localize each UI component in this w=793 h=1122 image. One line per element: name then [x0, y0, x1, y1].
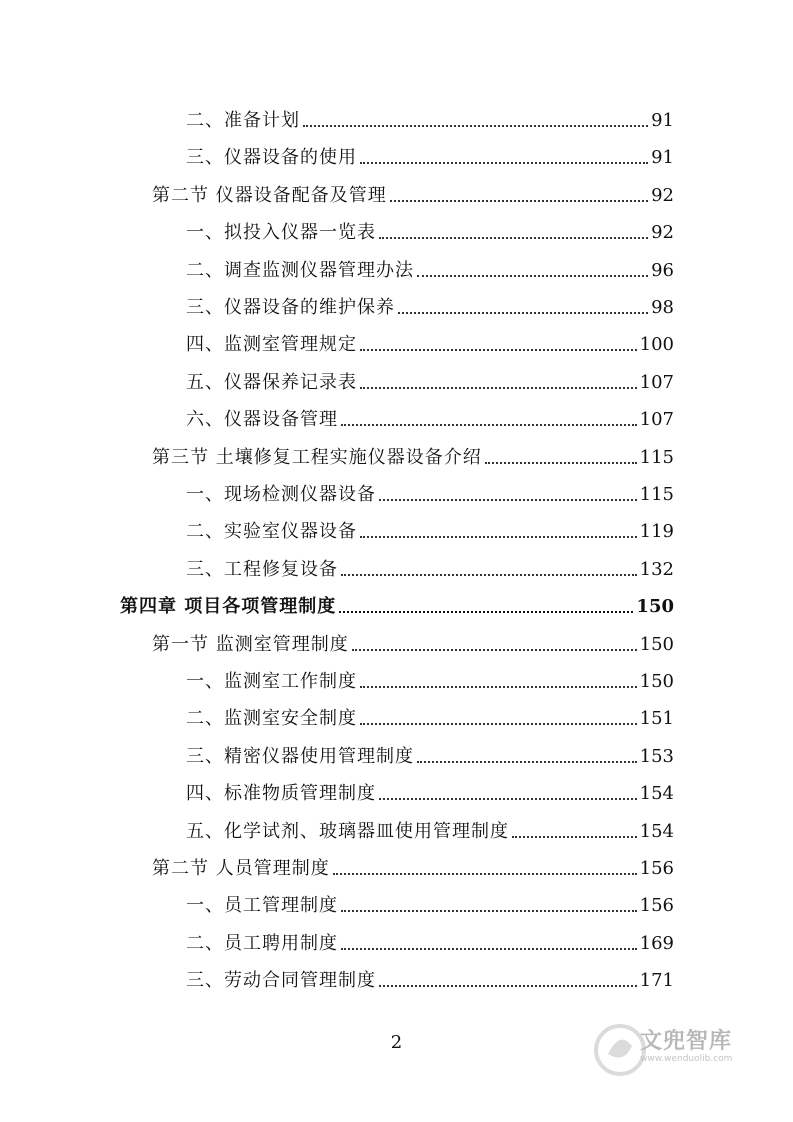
- toc-leader-dots: [352, 649, 637, 651]
- toc-leader-dots: [360, 686, 637, 688]
- toc-entry-title: 五、仪器保养记录表: [186, 371, 357, 393]
- toc-entry: [0, 555, 674, 581]
- toc-entry-title: 一、监测室工作制度: [186, 671, 357, 692]
- toc-entry-title: 第二节 仪器设备配备及管理: [152, 184, 387, 206]
- toc-entry-page: 154: [639, 783, 674, 805]
- toc-leader-dots: [360, 536, 637, 538]
- toc-entry-title: 三、劳动合同管理制度: [186, 970, 376, 992]
- toc-entry-title: 五、化学试剂、玻璃器皿使用管理制度: [186, 820, 509, 842]
- toc-entry-title: 四、监测室管理规定: [186, 334, 357, 356]
- toc-entry-page: 156: [639, 895, 674, 917]
- toc-entry: [0, 480, 674, 506]
- toc-entry: [0, 143, 674, 169]
- toc-entry: [0, 405, 674, 431]
- toc-entry-page: 153: [639, 745, 674, 767]
- toc-entry: [0, 667, 674, 693]
- toc-leader-dots: [417, 761, 637, 763]
- toc-entry-title: 三、仪器设备的维护保养: [186, 297, 395, 318]
- toc-entry-page: 171: [639, 970, 674, 992]
- page-number: 2: [390, 1032, 403, 1053]
- toc-entry-title: 第四章 项目各项管理制度: [120, 596, 337, 618]
- toc-entry-title: 四、标准物质管理制度: [186, 783, 376, 805]
- toc-entry: [0, 368, 674, 394]
- toc-entry: [0, 256, 674, 282]
- toc-entry-page: 150: [639, 633, 674, 655]
- toc-entry: [0, 929, 674, 955]
- toc-leader-dots: [379, 499, 637, 501]
- toc-entry-title: 三、工程修复设备: [186, 558, 338, 580]
- toc-entry: [0, 779, 674, 805]
- toc-entry-title: 三、精密仪器使用管理制度: [186, 745, 414, 767]
- toc-entry-page: 100: [639, 334, 674, 356]
- toc-entry-page: 119: [639, 521, 674, 543]
- toc-entry-page: 132: [639, 558, 674, 580]
- toc-leader-dots: [485, 462, 637, 464]
- toc-entry: [0, 630, 674, 656]
- toc-entry-title: 第一节 监测室管理制度: [152, 633, 349, 655]
- toc-entry: [0, 891, 674, 917]
- toc-entry-page: 91: [651, 147, 674, 169]
- toc-entry: [0, 106, 674, 132]
- toc-entry: [0, 742, 674, 768]
- toc-entry: [0, 293, 674, 319]
- toc-leader-dots: [360, 349, 637, 351]
- toc-entry-page: 115: [639, 484, 674, 505]
- toc-entry: [0, 517, 674, 543]
- toc-entry-title: 二、准备计划: [186, 110, 300, 131]
- toc-entry-title: 一、员工管理制度: [186, 895, 338, 917]
- toc-leader-dots: [379, 798, 637, 800]
- toc-leader-dots: [512, 836, 637, 838]
- toc-leader-dots: [379, 985, 637, 987]
- toc-entry-page: 169: [639, 932, 674, 954]
- toc-entry-page: 156: [639, 858, 674, 879]
- toc-entry-title: 第三节 土壤修复工程实施仪器设备介绍: [152, 446, 482, 468]
- toc-entry-page: 91: [651, 110, 674, 131]
- toc-leader-dots: [360, 387, 637, 389]
- toc-entry-title: 二、调查监测仪器管理办法: [186, 259, 414, 281]
- toc-entry-title: 二、实验室仪器设备: [186, 521, 357, 543]
- toc-entry-page: 150: [636, 596, 674, 618]
- toc-leader-dots: [341, 424, 637, 426]
- toc-entry-page: 98: [651, 297, 674, 318]
- toc-entry-title: 第二节 人员管理制度: [152, 858, 330, 879]
- toc-entry-title: 二、员工聘用制度: [186, 932, 338, 954]
- toc-entry-title: 二、监测室安全制度: [186, 708, 357, 730]
- watermark-text: 文兜智库: [640, 1029, 733, 1054]
- toc-entry-page: 107: [639, 409, 674, 431]
- toc-entry-page: 92: [651, 184, 674, 206]
- toc-leader-dots: [417, 275, 648, 277]
- toc-entry: [0, 966, 674, 992]
- toc-leader-dots: [303, 125, 648, 127]
- toc-entry-title: 三、仪器设备的使用: [186, 147, 357, 169]
- toc-leader-dots: [379, 237, 648, 239]
- toc-entry-page: 150: [639, 671, 674, 692]
- watermark-url: www.wenduolib.com: [640, 1054, 733, 1064]
- toc-leader-dots: [341, 948, 637, 950]
- toc-entry: [0, 592, 674, 618]
- toc-entry-page: 151: [639, 708, 674, 730]
- toc-leader-dots: [341, 910, 637, 912]
- toc-leader-dots: [360, 723, 637, 725]
- toc-leader-dots: [398, 312, 648, 314]
- toc-entry-page: 107: [639, 371, 674, 393]
- toc-leader-dots: [341, 574, 637, 576]
- toc-entry-title: 一、拟投入仪器一览表: [186, 222, 376, 244]
- toc-leader-dots: [333, 873, 637, 875]
- toc-entry-page: 96: [651, 259, 674, 281]
- toc-leader-dots: [360, 162, 648, 164]
- toc-entry: [0, 330, 674, 356]
- toc-entry: [0, 854, 674, 880]
- toc-entry-title: 六、仪器设备管理: [186, 409, 338, 431]
- toc-entry-page: 115: [639, 446, 674, 468]
- toc-leader-dots: [339, 611, 633, 613]
- toc-entry-title: 一、现场检测仪器设备: [186, 484, 376, 505]
- toc-entry: [0, 817, 674, 843]
- toc-entry-page: 154: [639, 820, 674, 842]
- toc-entry: [0, 443, 674, 469]
- toc-entry: [0, 218, 674, 244]
- toc-leader-dots: [390, 200, 648, 202]
- toc-entry: [0, 181, 674, 207]
- toc-entry-page: 92: [651, 222, 674, 244]
- toc-entry: [0, 704, 674, 730]
